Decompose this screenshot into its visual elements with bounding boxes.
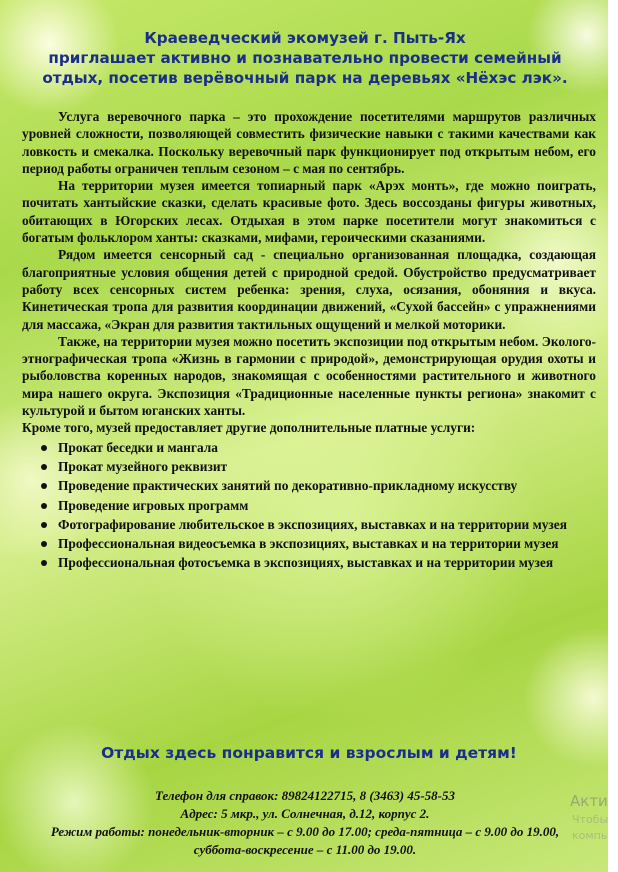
service-label: Фотографирование любительское в экспозициях, выставках и на территории музея	[58, 516, 567, 532]
hours-line-2: суббота-воскресение – с 11.00 до 19.00.	[193, 842, 417, 857]
phone-line: Телефон для справок: 89824122715, 8 (3463) 45-58-53	[155, 788, 455, 803]
service-label: Профессиональная видеосъемка в экспозициях, выставках и на территории музея	[58, 536, 559, 552]
bullet-icon	[41, 560, 47, 566]
services-intro: Кроме того, музей предоставляет другие дополнительные платные услуги:	[22, 420, 476, 436]
list-item	[58, 458, 596, 475]
heading-line-1: Краеведческий экомузей г. Пыть-Ях	[144, 29, 466, 47]
list-item	[58, 535, 596, 552]
watermark-line-2: компь	[572, 829, 608, 842]
service-label: Проведение игровых программ	[58, 497, 249, 513]
list-item	[58, 497, 596, 514]
service-label: Прокат беседки и мангала	[58, 439, 219, 455]
flyer-heading	[30, 28, 580, 88]
list-item	[58, 516, 596, 533]
activation-watermark-hint	[572, 812, 608, 844]
service-label: Профессиональная фотосъемка в экспозициях, выставках и на территории музея	[58, 555, 554, 571]
list-item	[58, 439, 596, 456]
bullet-icon	[41, 464, 47, 470]
heading-line-2: приглашает активно и познавательно провести семейный	[48, 49, 562, 67]
bullet-icon	[41, 522, 47, 528]
list-item	[58, 554, 596, 571]
hours-line-1: Режим работы: понедельник-вторник – с 9.00 до 17.00; среда-пятница – с 9.00 до 19.00,	[50, 824, 560, 839]
service-label: Прокат музейного реквизит	[58, 458, 228, 474]
services-list	[22, 439, 596, 572]
paragraph-sensory-garden: Рядом имеется сенсорный сад - специально организованная площадка, создающая благоприятные условия общения детей с природной средой. Обустройство предусматривает работу всех сенсорных систем ребенка: зрения, слуха, осязания, обоняния и вкуса. Кинетическая тропа для развития координации движений, «Сухой бассейн» с упражнениями для массажа, «Экран для развития тактильных ощущений и мелкой моторики.	[22, 247, 596, 332]
activation-watermark: Акти	[570, 792, 608, 810]
heading-line-3: отдых, посетив верёвочный парк на деревьях «Нёхэс лэк».	[42, 69, 568, 87]
bullet-icon	[41, 445, 47, 451]
address-line: Адрес: 5 мкр., ул. Солнечная, д.12, корпус 2.	[180, 806, 430, 821]
list-item	[58, 477, 596, 494]
bullet-icon	[41, 483, 47, 489]
paragraph-rope-park: Услуга веревочного парка – это прохождение посетителями маршрутов различных уровней сложности, позволяющей совместить физические навыки с такими качествами как ловкость и смекалка. Поскольку веревочный парк функционирует под открытым небом, его период работы ограничен теплым сезоном – с мая по сентябрь.	[22, 109, 596, 176]
flyer-body	[22, 108, 596, 574]
service-label: Проведение практических занятий по декоративно-прикладному искусству	[58, 478, 518, 494]
paragraph-open-air-exhibits: Также, на территории музея можно посетить экспозиции под открытым небом. Эколого-этнографическая тропа «Жизнь в гармонии с природой», демонстрирующая орудия охоты и рыболовства коренных народов, знакомящая с особенностями растительного и животного мира нашего округа. Экспозиция «Традиционные населенные пункты региона» знакомит с культурой и бытом юганских ханты.	[22, 333, 596, 419]
watermark-line-1: Чтобы	[572, 813, 609, 826]
paragraph-topiary-park: На территории музея имеется топиарный парк «Арэх монть», где можно поиграть, почитать хантыйские сказки, сделать красивые фото. Здесь воссозданы фигуры животных, обитающих в Югорских лесах. Отдыхая в этом парке посетители могут знакомиться с богатым фольклором ханты: сказками, мифами, героическими сказаниями.	[22, 178, 596, 246]
contact-info	[0, 787, 610, 859]
bullet-icon	[41, 541, 47, 547]
bullet-icon	[41, 503, 47, 509]
closing-slogan: Отдых здесь понравится и взрослым и детям!	[101, 744, 517, 762]
page-edge	[608, 0, 618, 872]
